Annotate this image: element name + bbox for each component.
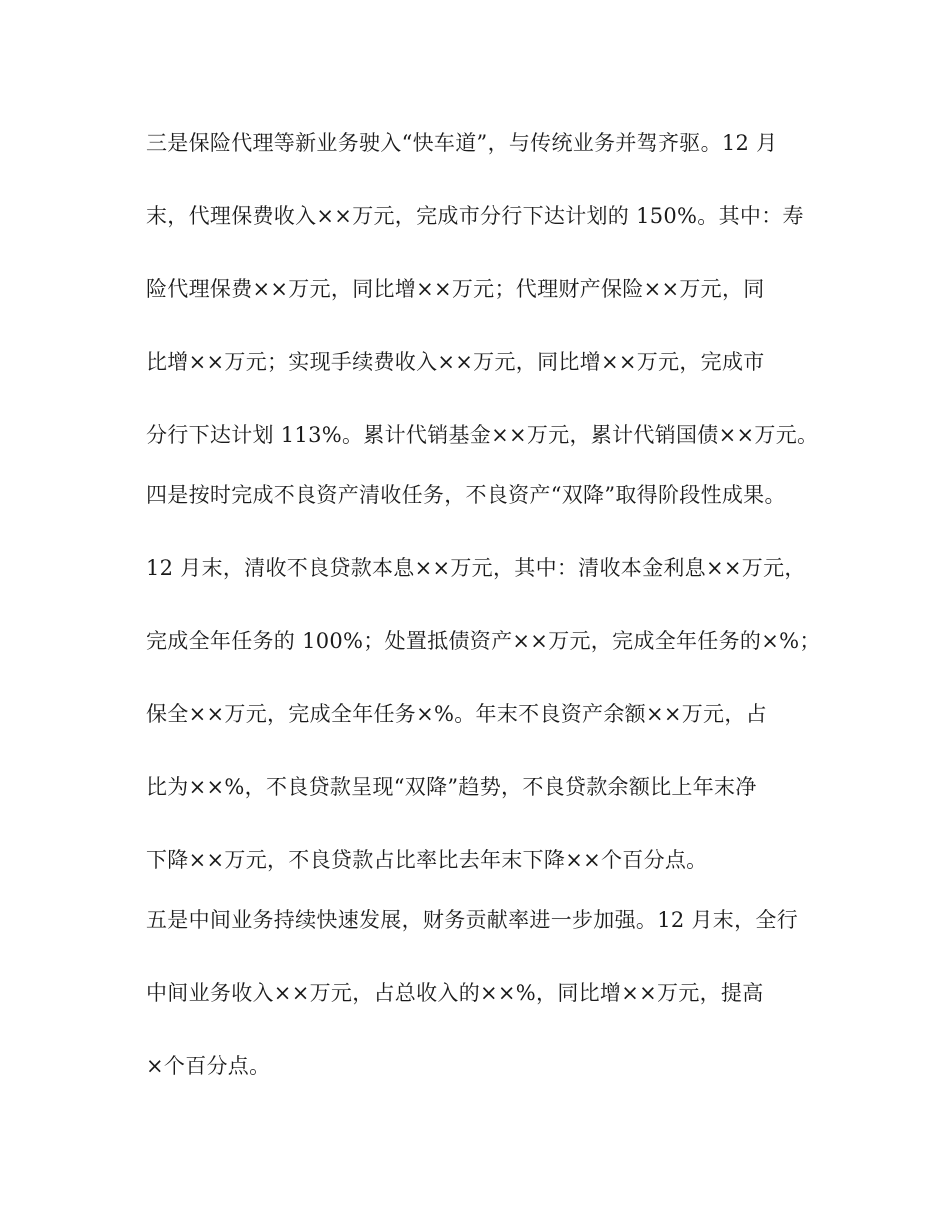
text-line: 险代理保费××万元，同比增××万元；代理财产保险××万元，同 (146, 277, 765, 301)
text-line: 中间业务收入××万元，占总收入的××%，同比增××万元，提高 (146, 981, 764, 1005)
text-line: 比增××万元；实现手续费收入××万元，同比增××万元，完成市 (146, 350, 765, 374)
text-line: ×个百分点。 (146, 1054, 271, 1078)
text-line: 下降××万元，不良贷款占比率比去年末下降××个百分点。 (146, 848, 708, 872)
text-line: 三是保险代理等新业务驶入“快车道”，与传统业务并驾齐驱。12 月 (146, 131, 778, 155)
text-line: 分行下达计划 113%。累计代销基金××万元，累计代销国债××万元。 (146, 423, 819, 447)
text-line: 比为××%，不良贷款呈现“双降”趋势，不良贷款余额比上年末净 (146, 775, 757, 799)
text-line: 保全××万元，完成全年任务×%。年末不良资产余额××万元，占 (146, 702, 767, 726)
text-line: 末，代理保费收入××万元，完成市分行下达计划的 150%。其中：寿 (146, 204, 804, 228)
text-line: 完成全年任务的 100%；处置抵债资产××万元，完成全年任务的×%； (146, 629, 821, 653)
text-line: 五是中间业务持续快速发展，财务贡献率进一步加强。12 月末，全行 (146, 908, 798, 932)
text-line: 四是按时完成不良资产清收任务，不良资产“双降”取得阶段性成果。 (146, 483, 786, 507)
text-line: 12 月末，清收不良贷款本息××万元，其中：清收本金利息××万元， (146, 556, 806, 580)
